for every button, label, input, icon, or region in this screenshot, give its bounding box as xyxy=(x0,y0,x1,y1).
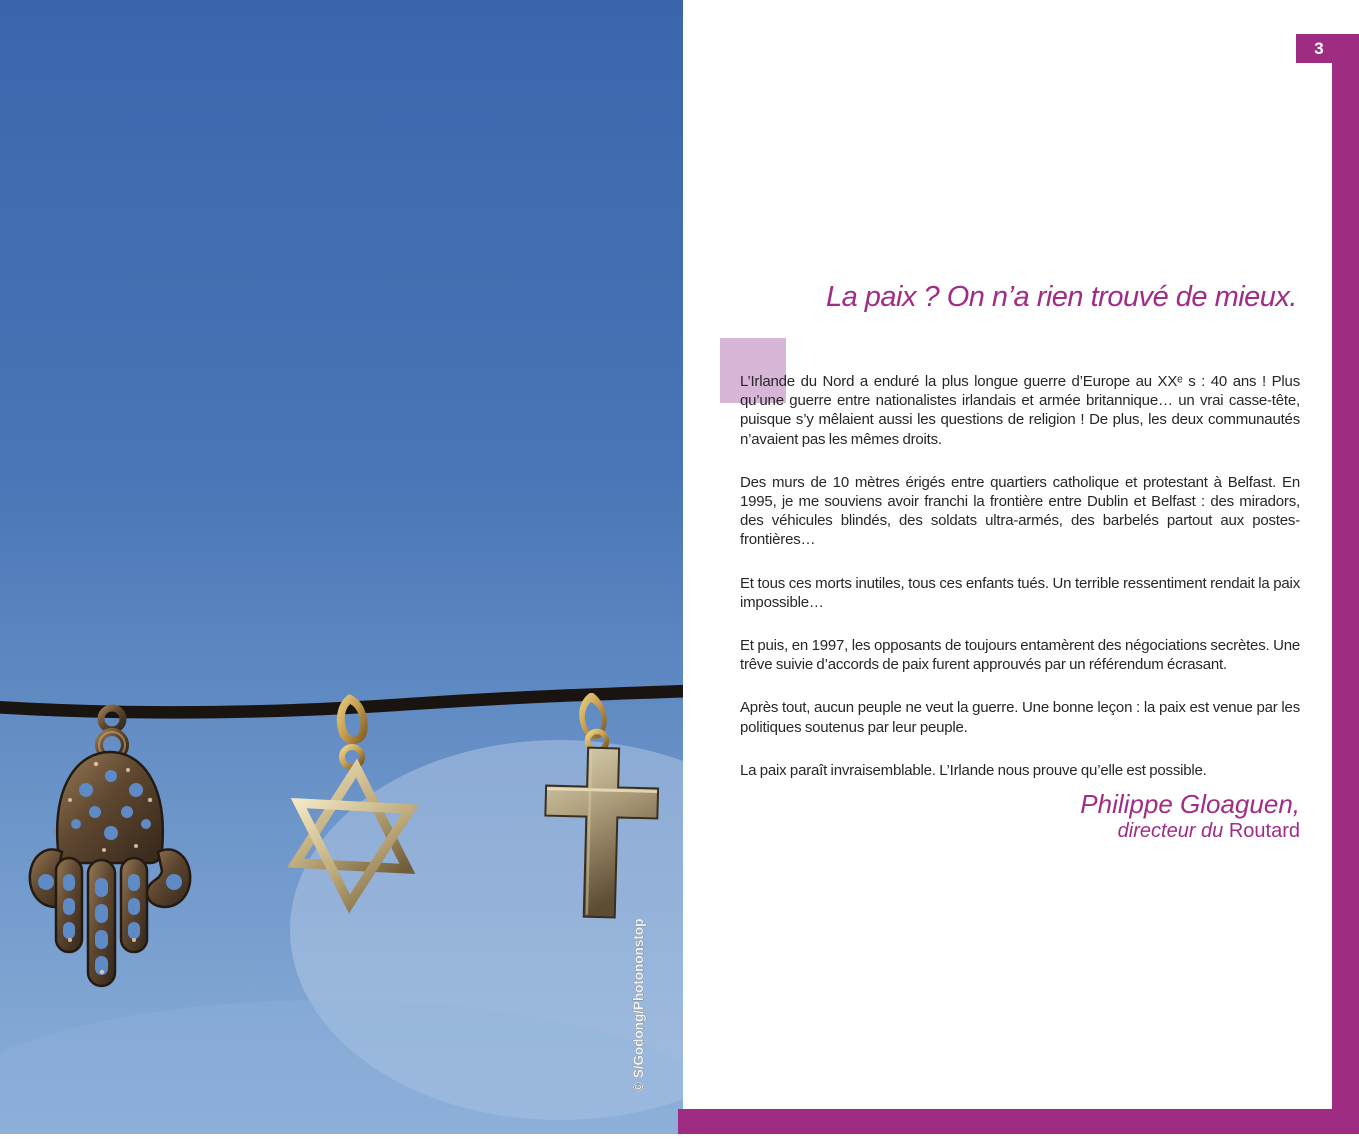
signature-role xyxy=(1118,820,1300,843)
signature-role-brand: Routard xyxy=(1228,820,1300,842)
paragraph: Et tous ces morts inutiles, tous ces enfants tués. Un terrible ressentiment rendait la paix impossible… xyxy=(740,574,1300,611)
editorial-body xyxy=(740,372,1300,804)
page-title: La paix ? On n’a rien trouvé de mieux. xyxy=(825,281,1297,313)
page-number-tab xyxy=(1296,34,1359,63)
photo-credit: © S/Godong/Photononstop xyxy=(631,918,646,1092)
signature-name: Philippe Gloaguen, xyxy=(1080,789,1300,819)
paragraph: L’Irlande du Nord a enduré la plus longue guerre d’Europe au XXᵉ s : 40 ans ! Plus qu’une guerre entre nationalistes irlandais et armée britannique… un vrai casse-tête, puisque s’y mêlaient aussi les questions de religion ! De plus, les deux communautés n’avaient pas les mêmes droits. xyxy=(740,373,1300,448)
page-edge-strip xyxy=(1332,60,1359,1134)
page-bottom-bar xyxy=(678,1109,1359,1134)
paragraph: Des murs de 10 mètres érigés entre quartiers catholique et protestant à Belfast. En 1995, je me souviens avoir franchi la frontière entre Dublin et Belfast : des miradors, des véhicules blindés, des soldats ultra-armés, des barbelés partout aux postes-frontières… xyxy=(740,473,1300,549)
editorial-page xyxy=(683,0,1359,1134)
paragraph: La paix paraît invraisemblable. L’Irlande nous prouve qu’elle est possible. xyxy=(740,761,1207,779)
signature-role-title: directeur du xyxy=(1117,820,1229,842)
paragraph: Et puis, en 1997, les opposants de toujours entamèrent des négociations secrètes. Une trêve suivie d’accords de paix furent approuvés par un référendum écrasant. xyxy=(740,637,1300,674)
paragraph: Après tout, aucun peuple ne veut la guerre. Une bonne leçon : la paix est venue par les politiques soutenus par leur peuple. xyxy=(740,699,1300,736)
page-number: 3 xyxy=(1314,38,1324,58)
